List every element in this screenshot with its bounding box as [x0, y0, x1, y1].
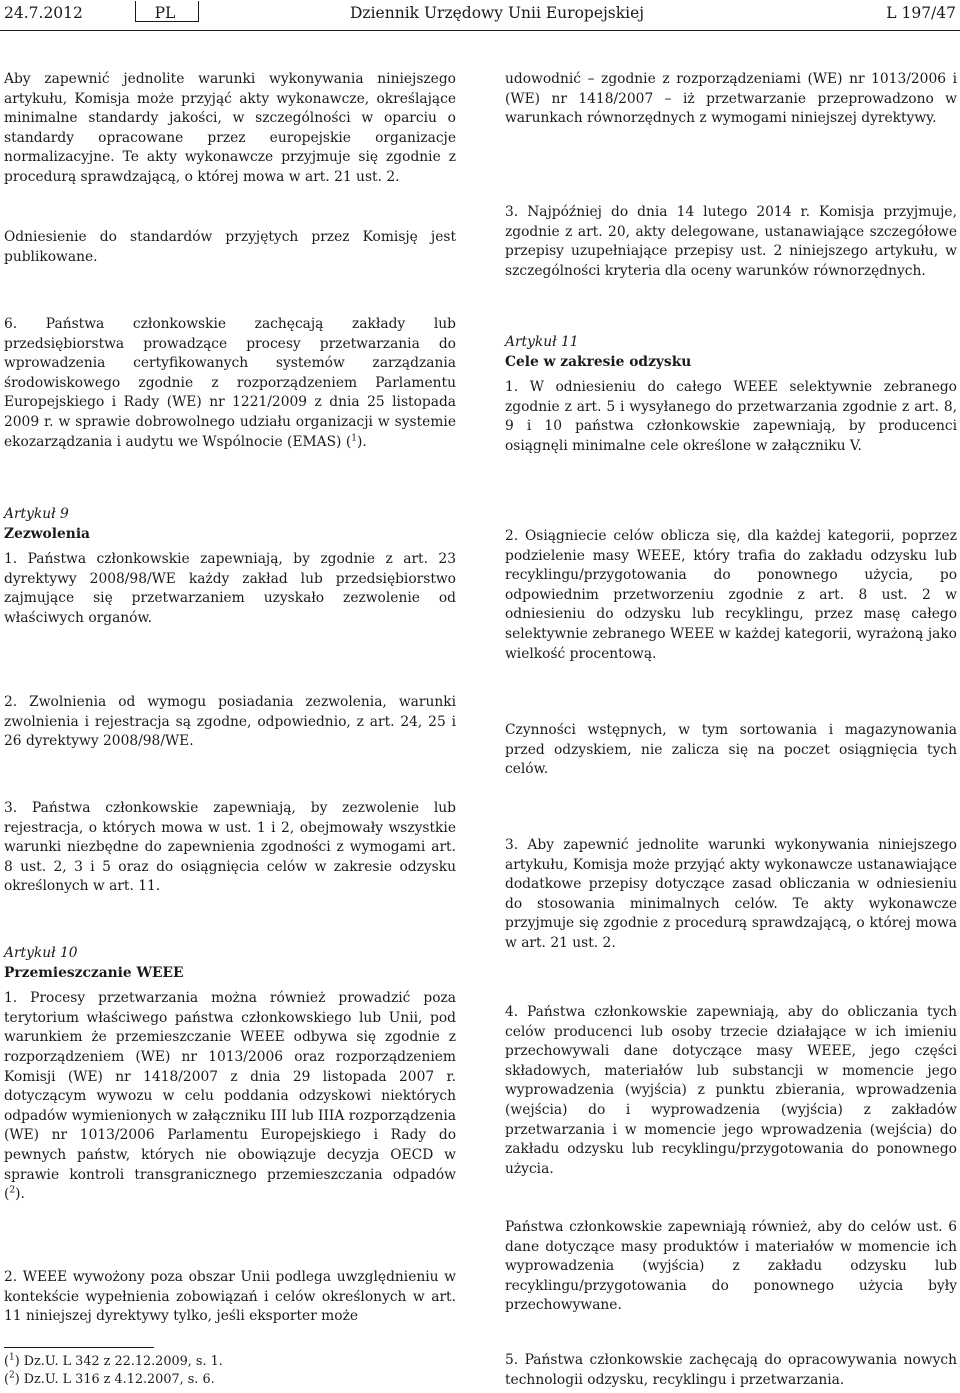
article-10: [4, 944, 456, 1205]
header-date: 24.7.2012: [4, 4, 83, 22]
article-11-paragraph-2: 2. Osiągniecie celów oblicza się, dla każdej kategorii, poprzez podzielenie masy WEEE, który trafia do zakładu odzysku lub recyklingu/przygotowania do ponownego użycia, po odpowiednim przetworzeniu zgodnie z art. 8 ust. 2 w odniesieniu do odzysku lub recyklingu, przez masę całego selektywnie zebranego WEEE w każdej kategorii, wyrażoną jako wielkość procentową.: [505, 528, 957, 662]
footnote-1-text: Dz.U. L 342 z 22.12.2009, s. 1.: [23, 1354, 223, 1369]
right-paragraph-3: [505, 203, 957, 281]
left-standards-note: [4, 228, 456, 267]
article-9-heading: Zezwolenia: [4, 525, 90, 542]
page-header: [0, 4, 960, 32]
article-10-paragraph-2-block: [4, 1268, 456, 1327]
footnote-1: ($^1$) Dz.U. L 342 z 22.12.2009, s. 1.: [4, 1352, 223, 1369]
article-11-paragraph-4b: Państwa członkowskie zapewniają również, aby do celów ust. 6 dane dotyczące masy produktów i materiałów w momencie ich wyprowadzenia (wyjścia) z zakładu odzysku lub recyklingu/przygotowania do ponownego użycia były przechowywane.: [505, 1219, 957, 1314]
article-10-title: Artykuł 10: [4, 945, 78, 961]
article-9-title: Artykuł 9: [4, 506, 69, 522]
article-9-paragraph-2: 2. Zwolnienia od wymogu posiadania zezwolenia, warunki zwolnienia i rejestracja są zgodne, odpowiednio, z art. 24, 25 i 26 dyrektywy 2008/98/WE.: [4, 694, 456, 750]
article-11-heading: Cele w zakresie odzysku: [505, 353, 692, 370]
article-11-paragraph-2b: Czynności wstępnych, w tym sortowania i magazynowania przed odzyskiem, nie zalicza się na poczet osiągnięcia tych celów.: [505, 722, 957, 778]
header-journal-title: Dziennik Urzędowy Unii Europejskiej: [350, 4, 645, 22]
header-page-number: L 197/47: [886, 4, 956, 22]
article-11-paragraph-3-block: [505, 836, 957, 954]
article-9-paragraph-3-block: [4, 799, 456, 897]
article-10-paragraph-1: [4, 989, 456, 1205]
footnote-2: ($^2$) Dz.U. L 316 z 4.12.2007, s. 6.: [4, 1370, 215, 1387]
article-11-paragraph-2b-block: [505, 721, 957, 780]
left-intro-paragraph: [4, 70, 456, 188]
footnote-ref-2[interactable]: 2: [9, 1185, 16, 1196]
article-9: [4, 505, 456, 629]
article-11-paragraph-3: 3. Aby zapewnić jednolite warunki wykonywania niniejszego artykułu, Komisja może przyjąć akty wykonawcze ustanawiające dodatkowe przepisy dotyczące zasad obliczania w odniesieniu do stosowania minimalnych celów. Te akty wykonawcze przyjmuje się zgodnie z procedurą sprawdzającą, o której mowa w art. 21 ust. 2.: [505, 837, 957, 951]
paragraph-6-text: 6. Państwa członkowskie zachęcają zakłady lub przedsiębiorstwa prowadzące procesy przetwarzania do wprowadzenia certyfikowanych systemów zarządzania środowiskowego zgodnie z rozporządzeniem Parlamentu Europejskiego i Rady (WE) nr 1221/2009 z dnia 25 listopada 2009 r. w sprawie dobrowolnego udziału organizacji w systemie ekozarządzania i audytu we Wspólnocie (EMAS) (: [4, 316, 456, 450]
header-language: PL: [154, 4, 176, 22]
article-11: [505, 333, 957, 457]
article-10-paragraph-1-text: 1. Procesy przetwarzania można również prowadzić poza terytorium właściwego państwa członkowskiego lub Unii, pod warunkiem że przemieszczanie WEEE odbywa się zgodnie z rozporządzeniem (WE) nr 1013/2006 oraz rozporządzeniem Komisji (WE) nr 1418/2007 z dnia 29 listopada 2007 r. dotyczącym wywozu w celu poddania odzyskowi niektórych odpadów wymienionych w załączniku III lub IIIA rozporządzenia (WE) nr 1013/2006 Parlamentu Europejskiego i Rady do pewnych państw, których nie obowiązuje decyzja OECD w sprawie kontroli transgranicznego przemieszczania odpadów (: [4, 990, 456, 1203]
article-10-paragraph-1-end: ).: [15, 1186, 25, 1203]
right-continued-paragraph: [505, 70, 957, 129]
footnote-1-number: 1: [9, 1352, 15, 1363]
article-9-paragraph-1: 1. Państwa członkowskie zapewniają, by zgodnie z art. 23 dyrektywy 2008/98/WE każdy zakład lub przedsiębiorstwo zajmujące się przetwarzaniem uzyskało zezwolenie od właściwych organów.: [4, 551, 456, 626]
article-11-paragraph-2-block: [505, 527, 957, 664]
article-11-paragraph-4: 4. Państwa członkowskie zapewniają, aby do obliczania tych celów producenci lub osoby trzecie działające w ich imieniu przechowywali dane dotyczące masy WEEE, jego części składowych, materiałów lub substancji w momencie jego wyprowadzenia (wyjścia) z punktu zbierania, wprowadzenia (wejścia) do i wyprowadzenia (wyjścia) z zakładów przetwarzania i w momencie jego wprowadzenia (wejścia) do zakładu odzysku lub recyklingu/przygotowania do ponownego użycia.: [505, 1004, 957, 1177]
article-9-paragraph-2-block: [4, 693, 456, 752]
article-10-heading: Przemieszczanie WEEE: [4, 964, 184, 981]
intro-paragraph-2: Odniesienie do standardów przyjętych przez Komisję jest publikowane.: [4, 229, 456, 265]
left-paragraph-6: [4, 315, 456, 452]
article-11-paragraph-4b-block: [505, 1218, 957, 1316]
article-9-paragraph-3: 3. Państwa członkowskie zapewniają, by zezwolenie lub rejestracja, o których mowa w ust. 1 i 2, obejmowały wszystkie warunki niezbędne do zapewnienia zgodności z wymogami art. 8 ust. 2, 3 i 5 oraz do osiągnięcia celów w zakresie odzysku określonych w art. 11.: [4, 800, 456, 895]
intro-paragraph-1: Aby zapewnić jednolite warunki wykonywania niniejszego artykułu, Komisja może przyjąć akty wykonawcze, określające minimalne standardy jakości, w szczególności w oparciu o standardy opracowane przez europejskie organizacje normalizacyjne. Te akty wykonawcze przyjmuje się zgodnie z procedurą sprawdzającą, o której mowa w art. 21 ust. 2.: [4, 71, 456, 185]
paragraph-3: 3. Najpóźniej do dnia 14 lutego 2014 r. Komisja przyjmuje, zgodnie z art. 20, akty delegowane, ustanawiające szczegółowe przepisy uzupełniające przepisy ust. 2 niniejszego artykułu, w szczególności kryteria dla oceny warunków równorzędnych.: [505, 204, 957, 279]
article-11-paragraph-1: 1. W odniesieniu do całego WEEE selektywnie zebranego zgodnie z art. 5 i wysyłanego do przetwarzania zgodnie z art. 8, 9 i 10 państwa członkowskie zapewniają, by producenci osiągnęli minimalne cele określone w załączniku V.: [505, 379, 957, 454]
footnote-2-number: 2: [9, 1370, 15, 1381]
footnote-rule: [4, 1347, 154, 1348]
paragraph-6-end: ).: [356, 433, 367, 450]
article-11-paragraph-5-block: [505, 1351, 957, 1390]
article-11-title: Artykuł 11: [505, 334, 579, 350]
footnote-ref-1[interactable]: 1: [351, 432, 357, 443]
footnote-2-text: Dz.U. L 316 z 4.12.2007, s. 6.: [23, 1372, 215, 1387]
article-10-paragraph-2: 2. WEEE wywożony poza obszar Unii podlega uwzględnieniu w kontekście wypełnienia zobowiązań i celów określonych w art. 11 niniejszej dyrektywy tylko, jeśli eksporter może: [4, 1269, 456, 1325]
article-11-paragraph-4-block: [505, 1003, 957, 1179]
continued-paragraph: udowodnić – zgodnie z rozporządzeniami (WE) nr 1013/2006 i (WE) nr 1418/2007 – iż przetwarzanie przeprowadzono w warunkach równorzędnych z wymogami niniejszej dyrektywy.: [505, 71, 957, 127]
paragraph-6: [4, 315, 456, 452]
article-11-paragraph-5: 5. Państwa członkowskie zachęcają do opracowywania nowych technologii odzysku, recyklingu i przetwarzania.: [505, 1352, 957, 1388]
header-rule: [0, 30, 960, 31]
